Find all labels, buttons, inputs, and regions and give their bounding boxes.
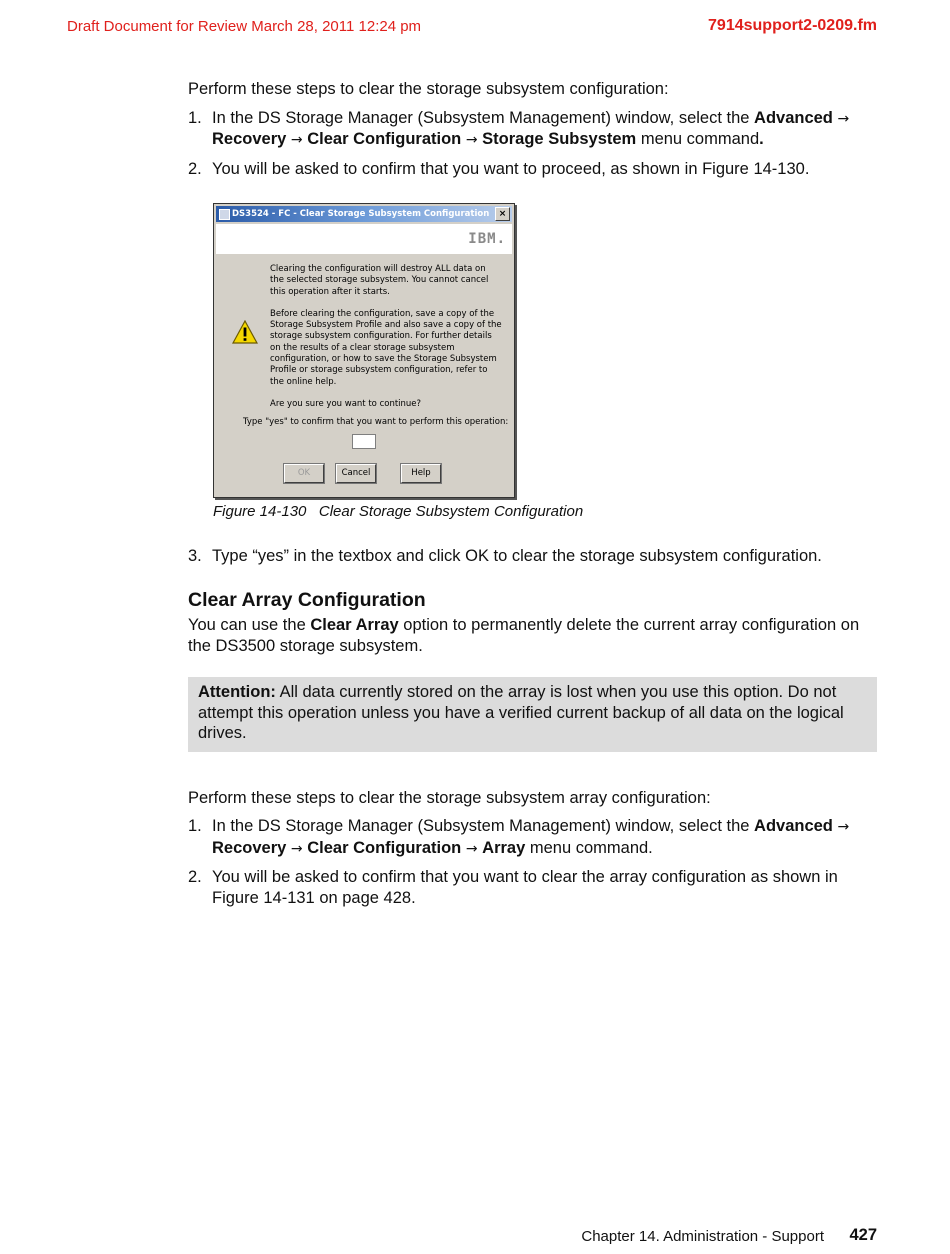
arrow-icon: → <box>837 819 850 835</box>
section-body-1 <box>188 79 878 179</box>
clear-configuration-dialog <box>213 203 515 498</box>
menu-advanced: Advanced <box>754 108 833 127</box>
arrow-icon: → <box>465 840 478 857</box>
figure-caption: Figure 14-130 Clear Storage Subsystem Configuration <box>213 503 584 520</box>
step-text: menu command <box>636 130 760 148</box>
cancel-button[interactable]: Cancel <box>336 464 376 483</box>
step-number: 1. <box>188 817 202 835</box>
list-item <box>188 108 878 151</box>
arrow-icon: → <box>465 132 478 148</box>
section-heading: Clear Array Configuration <box>188 589 426 611</box>
menu-array: Array <box>482 838 526 857</box>
arrow-icon: → <box>290 132 303 148</box>
intro-paragraph-2: Perform these steps to clear the storage subsystem array configuration: <box>188 788 711 807</box>
confirm-label: Type "yes" to confirm that you want to perform this operation: <box>243 417 509 427</box>
arrow-icon: → <box>837 110 850 127</box>
steps-list-2 <box>188 816 878 908</box>
paragraph-text: option to permanently delete the current array configuration on the DS3500 storage subsystem. <box>188 616 860 655</box>
step-number: 2. <box>188 868 202 886</box>
step-text: menu command. <box>525 838 653 857</box>
attention-text: All data currently stored on the array is lost when you use this option. Do not attempt this operation unless you have a verified current backup of all data on the logical drives. <box>198 683 844 742</box>
dialog-titlebar <box>216 206 512 222</box>
menu-recovery: Recovery <box>212 130 287 148</box>
arrow-icon: → <box>290 840 303 857</box>
step-3-block <box>188 546 878 567</box>
page-number: 427 <box>849 1226 877 1244</box>
draft-notice: Draft Document for Review March 28, 2011 12:24 pm <box>67 18 422 35</box>
menu-advanced: Advanced <box>754 817 833 835</box>
step-number: 3. <box>188 547 202 565</box>
menu-recovery: Recovery <box>212 838 287 857</box>
list-item <box>188 546 878 567</box>
step-text: In the DS Storage Manager (Subsystem Management) window, select the <box>212 108 755 127</box>
message-advice: Before clearing the configuration, save a copy of the Storage Subsystem Profile and also save a copy of the storage subsystem configuration. For further details on the results of a clear storage subsystem configuration, or how to save the Storage Subsystem Profile or storage subsystem configuration, refer to the online help. <box>270 308 502 387</box>
paragraph-text: You can use the <box>188 616 311 634</box>
step-text: You will be asked to confirm that you want to clear the array configuration as shown in Figure 14-131 on page 428. <box>212 868 838 907</box>
attention-label: Attention: <box>198 683 276 701</box>
section-paragraph <box>188 615 878 656</box>
close-button[interactable]: × <box>495 207 510 221</box>
step-text: You will be asked to confirm that you want to proceed, as shown in Figure 14-130. <box>212 159 810 178</box>
dialog-message <box>270 264 502 421</box>
file-name: 7914support2-0209.fm <box>708 17 877 34</box>
message-warning: Clearing the configuration will destroy ALL data on the selected storage subsystem. You cannot cancel this operation after it starts. <box>270 264 489 297</box>
steps-list-1b <box>188 546 878 567</box>
message-question: Are you sure you want to continue? <box>270 398 422 409</box>
menu-storage-subsystem: Storage Subsystem <box>482 130 637 148</box>
intro-paragraph: Perform these steps to clear the storage subsystem configuration: <box>188 80 669 98</box>
warning-icon <box>232 320 258 344</box>
attention-box <box>188 677 877 752</box>
dialog-banner <box>216 224 512 254</box>
step-text: Type “yes” in the textbox and click OK to clear the storage subsystem configuration. <box>212 547 822 565</box>
confirm-input[interactable] <box>352 434 376 449</box>
dialog-title: DS3524 - FC - Clear Storage Subsystem Configuration <box>232 209 490 219</box>
section-body-2 <box>188 771 878 908</box>
menu-clear-configuration: Clear Configuration <box>307 838 462 857</box>
list-item <box>188 159 878 180</box>
help-button[interactable]: Help <box>401 464 441 483</box>
menu-clear-configuration: Clear Configuration <box>307 130 462 148</box>
list-item <box>188 816 878 859</box>
step-text: In the DS Storage Manager (Subsystem Management) window, select the <box>212 817 755 835</box>
steps-list-1 <box>188 108 878 180</box>
option-clear-array: Clear Array <box>310 616 399 634</box>
list-item <box>188 867 878 908</box>
step-number: 1. <box>188 108 202 127</box>
ok-button[interactable]: OK <box>284 464 324 483</box>
step-period: . <box>759 130 764 148</box>
footer-chapter: Chapter 14. Administration - Support <box>581 1228 824 1245</box>
step-number: 2. <box>188 159 202 178</box>
app-icon <box>219 209 230 220</box>
ibm-logo: IBM. <box>468 231 506 247</box>
